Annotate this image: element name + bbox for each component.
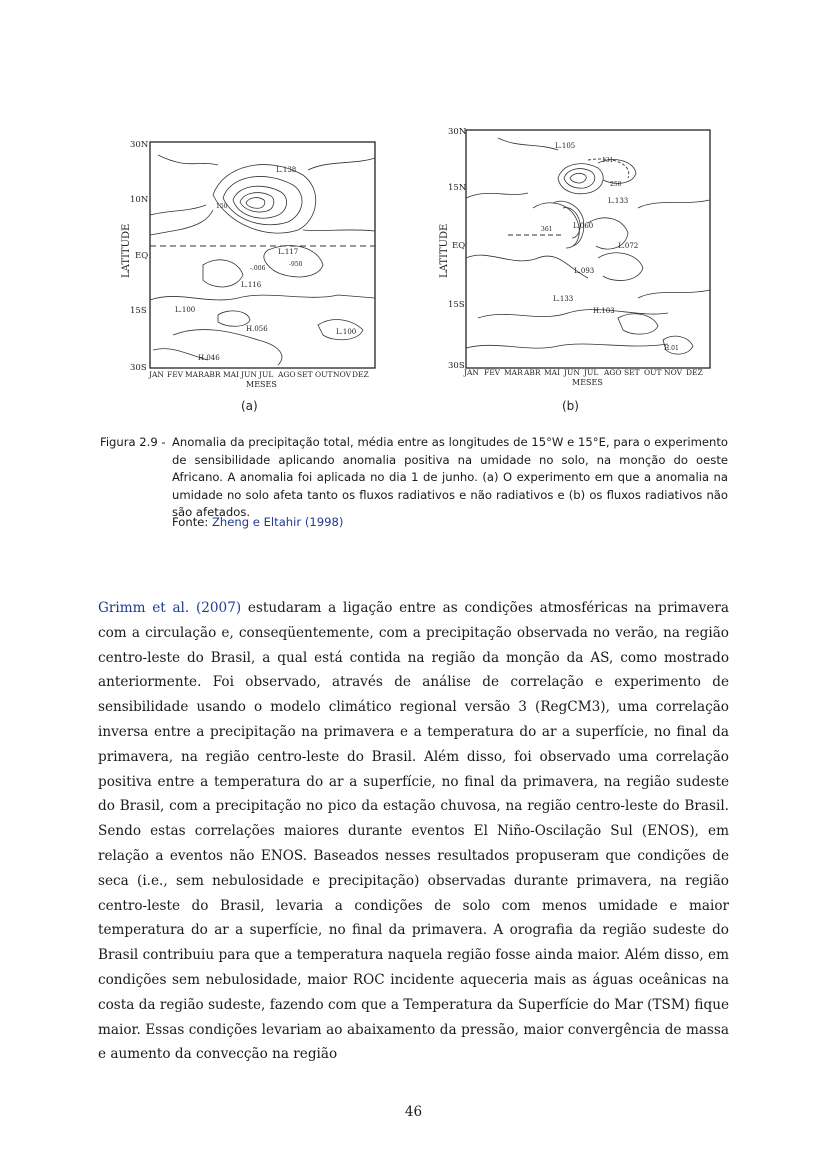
panel-b-xtick: JAN (464, 368, 479, 377)
panel-b-svg (438, 118, 718, 396)
body-paragraph (98, 596, 729, 1067)
panel-b-contours (466, 138, 710, 354)
panel-a-ytick: EQ (135, 251, 149, 261)
panel-b-xtick: JUL (584, 368, 599, 377)
citation-link[interactable]: Grimm et al. (2007) (98, 600, 242, 616)
panel-a-ytick: 30S (130, 363, 147, 373)
panel-b-ytick: 15N (448, 183, 467, 193)
panel-a-xtick: JUN (241, 370, 257, 379)
paragraph-text: estudaram a ligação entre as condições atmosféricas na primavera com a circulação e, conseqüentemente, com a precipitação observada no verão, na região centro-leste do Brasil, a qual está contida na região da monção da AS, como mostrado anteriormente. Foi observado, através de análise de correlação e experimento de sensibilidade usando o modelo climático regional versão 3 (RegCM3), uma correlação inversa entre a precipitação na primavera e a temperatura do ar a superfície, no final da primavera, na região centro-leste do Brasil. Além disso, foi observado uma correlação positiva entre a temperatura do ar a superfície, no final da primavera, na região sudeste do Brasil, com a precipitação no pico da estação chuvosa, na região centro-leste do Brasil. Sendo estas correlações maiores durante eventos El Niño-Oscilação Sul (ENOS), em relação a eventos não ENOS. Baseados nesses resultados propuseram que condições de seca (i.e., sem nebulosidade e precipitação) observadas durante primavera, na região centro-leste do Brasil, levaria a condições de solo com menos umidade e maior temperatura do ar a superfície, no final da primavera. A orografia da região sudeste do Brasil contribuiu para que a temperatura naquela região fosse ainda maior. Além disso, em condições sem nebulosidade, maior ROC incidente aqueceria mais as águas oceânicas na costa da região sudeste, fazendo com que a Temperatura da Superfície do Mar (TSM) fique maior. Essas condições levariam ao abaixamento da pressão, maior convergência de massa e aumento da convecção na região (98, 600, 730, 1063)
panel-b-xtick: MAI (544, 368, 561, 377)
source-label: Fonte: (172, 515, 209, 529)
panel-a-xtick: AGO (278, 370, 296, 379)
panel-a-xtick: JUL (259, 370, 274, 379)
panel-a-x-axis-label: MESES (246, 380, 277, 389)
panel-a-contour-label: 150 (216, 203, 228, 210)
figure-source (172, 515, 343, 529)
panel-b-contour-plot (438, 118, 718, 396)
panel-a-ytick: 30N (130, 140, 149, 150)
subfigure-label-b: (b) (562, 399, 579, 413)
panel-b-contour-label: 250 (610, 181, 622, 188)
panel-b-contour-label: L.105 (555, 142, 576, 150)
panel-b-xtick: DEZ (686, 368, 703, 377)
panel-b-ytick: 30N (448, 127, 467, 137)
panel-b-xtick: SET (624, 368, 640, 377)
panel-b-x-axis-label: MESES (572, 378, 603, 387)
panel-b-contour-label: H.01 (664, 345, 679, 352)
panel-b-ytick: 30S (448, 361, 465, 371)
panel-b-frame (466, 130, 710, 368)
panel-b-xtick: AGO (604, 368, 622, 377)
panel-b-xtick: JUN (564, 368, 580, 377)
panel-a-xtick: JAN (149, 370, 164, 379)
panel-b-contour-label: L.072 (618, 242, 639, 250)
panel-a-xtick: DEZ (352, 370, 369, 379)
panel-b-xtick: ABR (524, 368, 541, 377)
panel-a-svg (118, 130, 388, 398)
panel-a-xtick: SET (297, 370, 313, 379)
panel-a-xtick: ABR (204, 370, 221, 379)
caption-label: Figura 2.9 - (100, 435, 166, 449)
figure-2-9 (100, 118, 728, 418)
panel-b-xtick: OUT (644, 368, 662, 377)
panel-a-xtick: FEV (167, 370, 184, 379)
panel-b-contour-label: 131 (602, 157, 614, 164)
panel-a-ytick: 15S (130, 306, 147, 316)
panel-b-ytick: EQ (452, 241, 466, 251)
panel-a-contour-label: H.056 (246, 325, 268, 333)
page-number: 46 (404, 1104, 423, 1120)
panel-a-y-axis-label: LATITUDE (121, 223, 132, 278)
panel-b-contour-label: H.103 (593, 307, 615, 315)
panel-a-xtick: MAI (223, 370, 240, 379)
source-citation-link[interactable]: Zheng e Eltahir (1998) (211, 515, 344, 529)
panel-b-contour-label: 361 (541, 226, 553, 233)
panel-b-xtick: MAR (504, 368, 523, 377)
caption-text: Anomalia da precipitação total, média entre as longitudes de 15°W e 15°E, para o experimento de sensibilidade aplicando anomalia positiva na umidade no solo, na monção do oeste Africano. A anomalia foi aplicada no dia 1 de junho. (a) O experimento em que a anomalia na umidade no solo afeta tanto os fluxos radiativos e não radiativos e (b) os fluxos radiativos não são afetados. (172, 435, 728, 519)
panel-b-contour-label: L.133 (608, 197, 629, 205)
figure-caption (100, 434, 728, 522)
subfigure-label-a: (a) (241, 399, 258, 413)
panel-b-ytick: 15S (448, 300, 465, 310)
panel-a-contour-label: -.006 (250, 265, 266, 272)
panel-a-xtick: MAR (185, 370, 204, 379)
panel-a-contour-label: -950 (289, 261, 303, 268)
panel-b-contour-label: L.093 (574, 267, 595, 275)
panel-a-contour-label: L.117 (278, 248, 299, 256)
panel-b-xtick: FEV (484, 368, 501, 377)
panel-b-contour-label: L.060 (573, 222, 594, 230)
panel-a-contour-label: L.100 (175, 306, 196, 314)
panel-a-contour-label: L.138 (276, 166, 297, 174)
panel-a-contour-plot (118, 130, 388, 398)
panel-a-ytick: 10N (130, 195, 149, 205)
panel-a-xtick: NOV (333, 370, 351, 379)
panel-a-contour-label: H.046 (198, 354, 220, 362)
panel-b-contour-label: L.133 (553, 295, 574, 303)
panel-a-contour-label: L.116 (241, 281, 262, 289)
panel-a-xtick: OUT (315, 370, 333, 379)
panel-a-contour-label: L.100 (336, 328, 357, 336)
panel-b-y-axis-label: LATITUDE (439, 223, 450, 278)
panel-b-xtick: NOV (664, 368, 682, 377)
